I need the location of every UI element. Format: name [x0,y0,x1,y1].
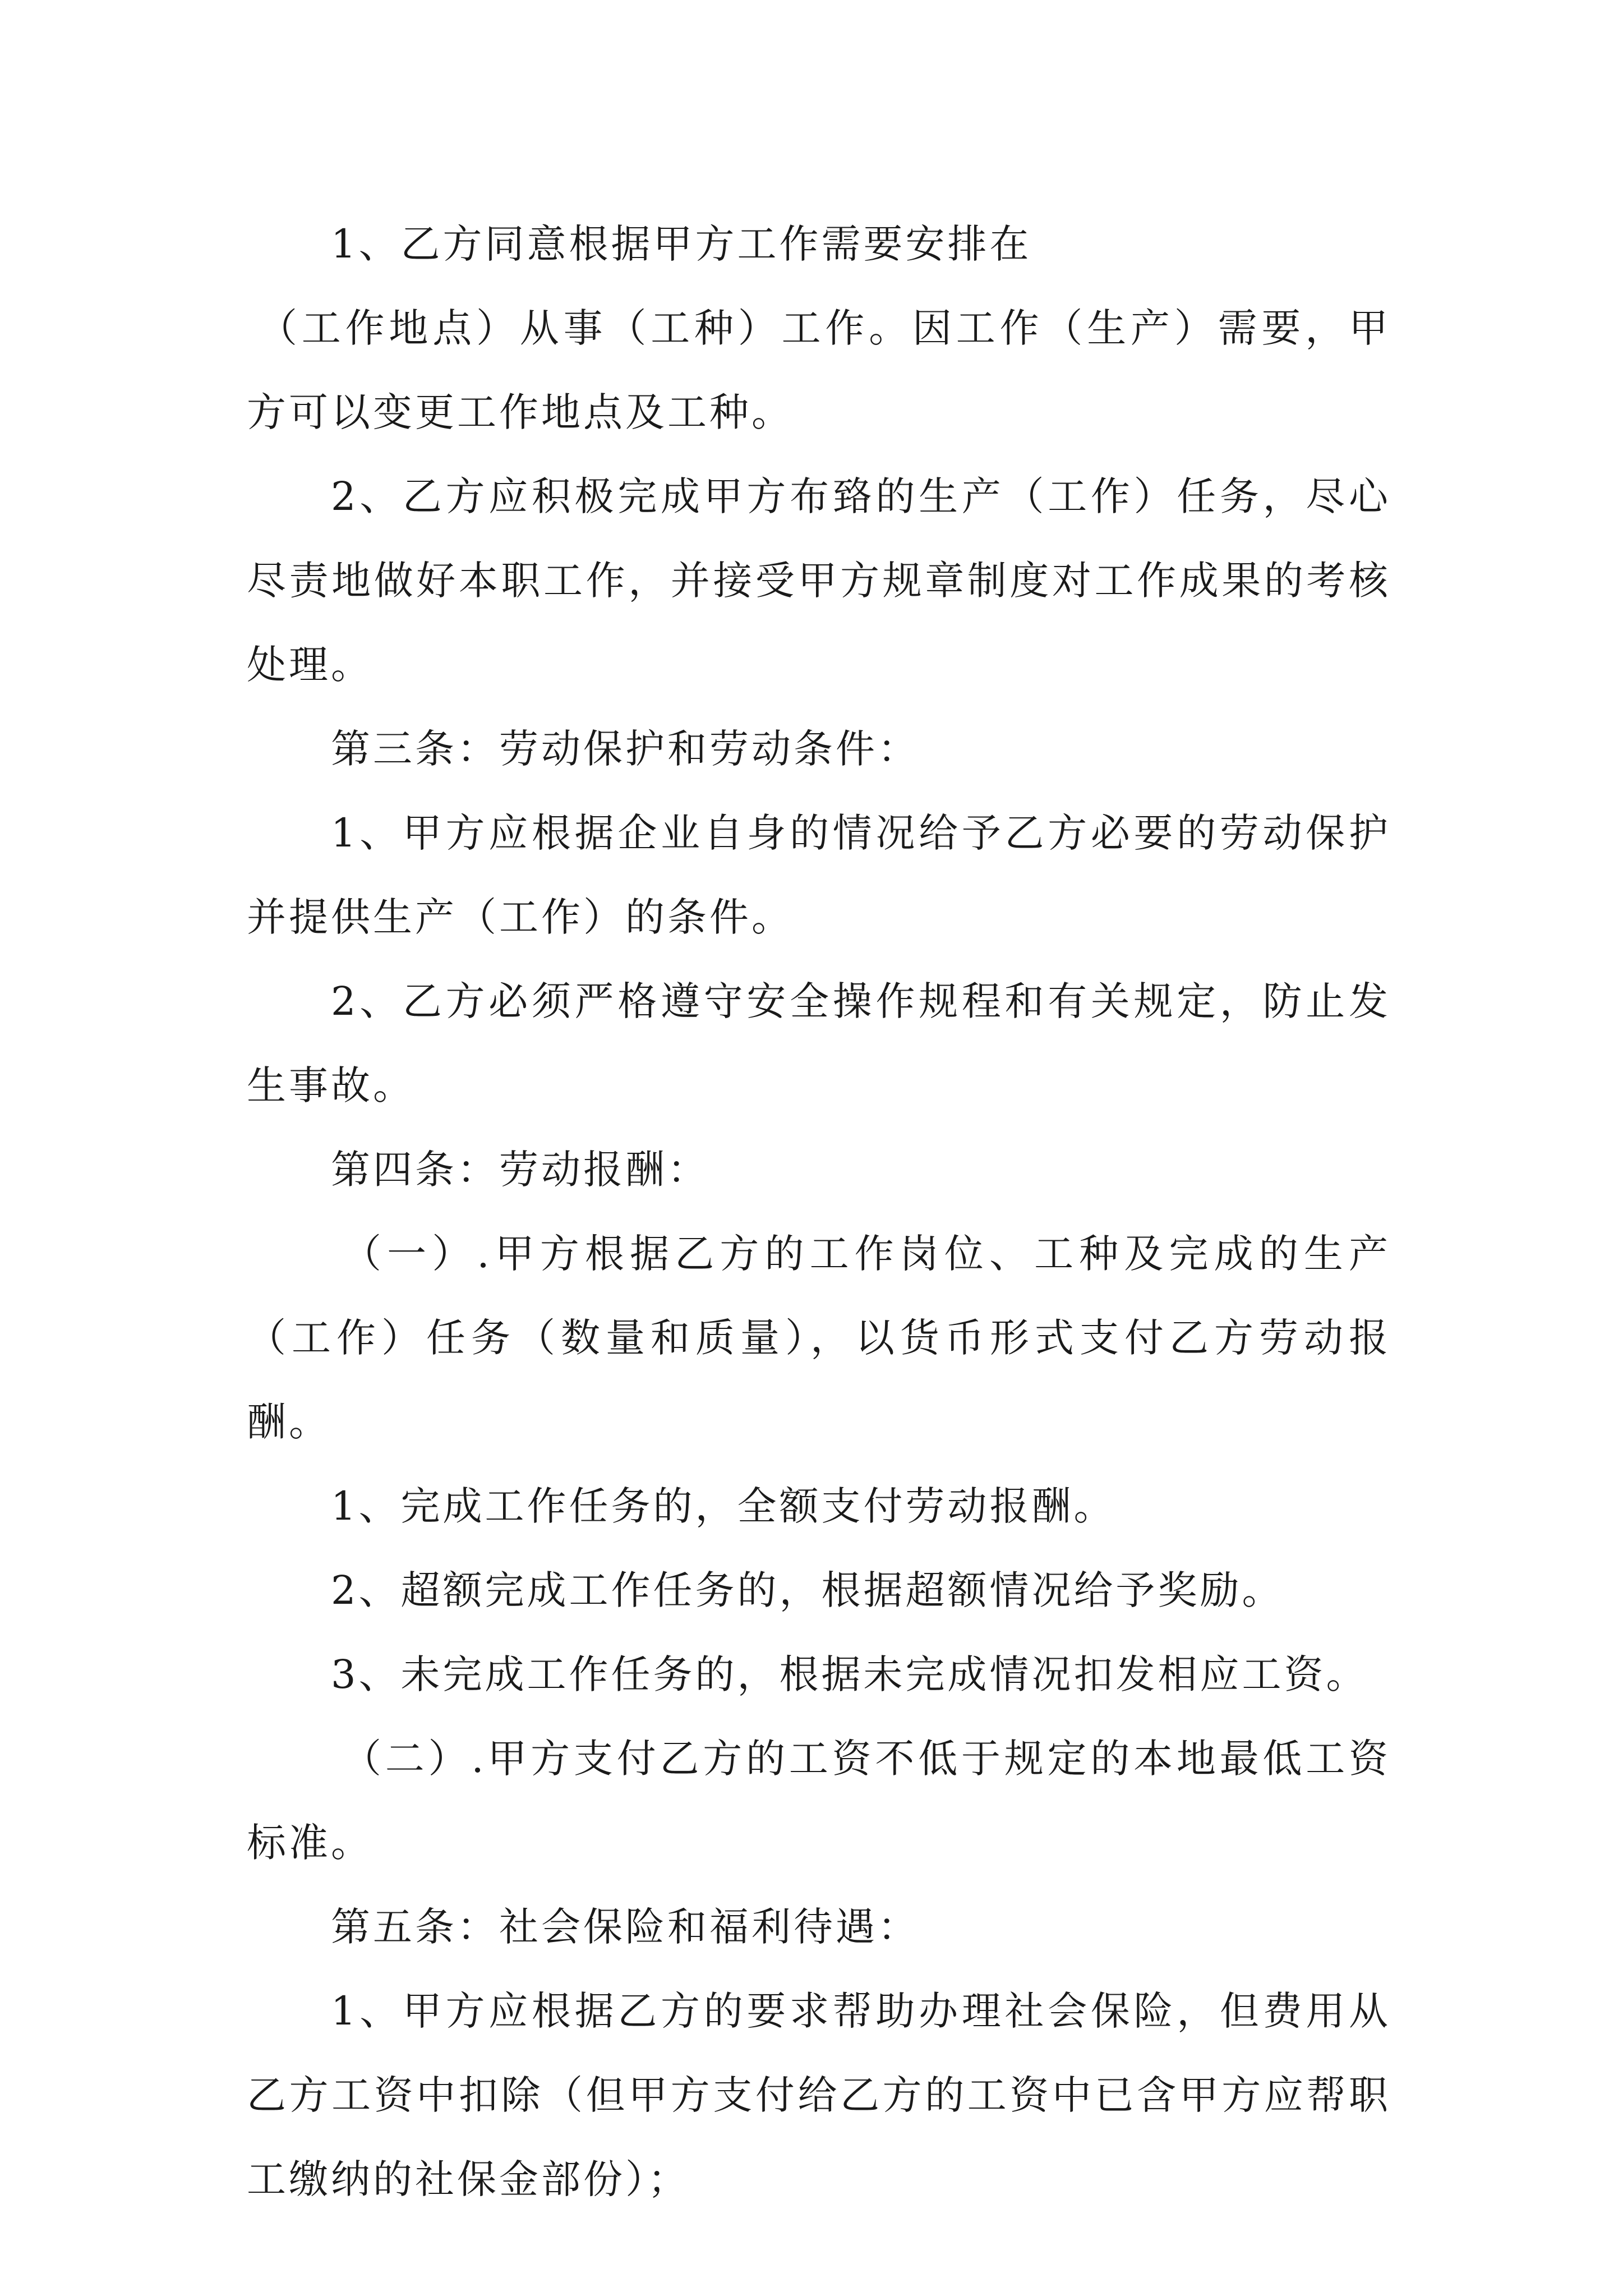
paragraph-remuneration-2: （二）.甲方支付乙方的工资不低于规定的本地最低工资标准。 [247,1736,1391,1866]
article-5-heading: 第五条：社会保险和福利待遇： [331,1904,920,1950]
document-body [247,202,1391,2221]
paragraph-protection: 1、甲方应根据企业自身的情况给予乙方必要的劳动保护并提供生产（工作）的条件。 [247,810,1391,940]
paragraph-deduction: 3、未完成工作任务的，根据未完成情况扣发相应工资。 [331,1651,1368,1697]
paragraph-work-location: （工作地点）从事（工种）工作。因工作（生产）需要，甲方可以变更工作地点及工种。 [247,305,1391,435]
paragraph-bonus: 2、超额完成工作任务的，根据超额情况给予奖励。 [331,1567,1284,1613]
article-3-heading: 第三条：劳动保护和劳动条件： [331,726,920,772]
paragraph-social-insurance: 1、甲方应根据乙方的要求帮助办理社会保险，但费用从乙方工资中扣除（但甲方支付给乙方的工资中已含甲方应帮职工缴纳的社保金部份）； [247,1988,1391,2202]
paragraph-full-pay: 1、完成工作任务的，全额支付劳动报酬。 [331,1483,1116,1529]
paragraph-work-assignment: 1、乙方同意根据甲方工作需要安排在 [331,221,1032,267]
paragraph-safety: 2、乙方必须严格遵守安全操作规程和有关规定，防止发生事故。 [247,978,1391,1108]
paragraph-duties: 2、乙方应积极完成甲方布臵的生产（工作）任务，尽心尽责地做好本职工作，并接受甲方规章制度对工作成果的考核处理。 [247,473,1391,688]
article-4-heading: 第四条：劳动报酬： [331,1147,709,1193]
paragraph-remuneration-1: （一）.甲方根据乙方的工作岗位、工种及完成的生产（工作）任务（数量和质量），以货币形式支付乙方劳动报酬。 [247,1231,1391,1445]
